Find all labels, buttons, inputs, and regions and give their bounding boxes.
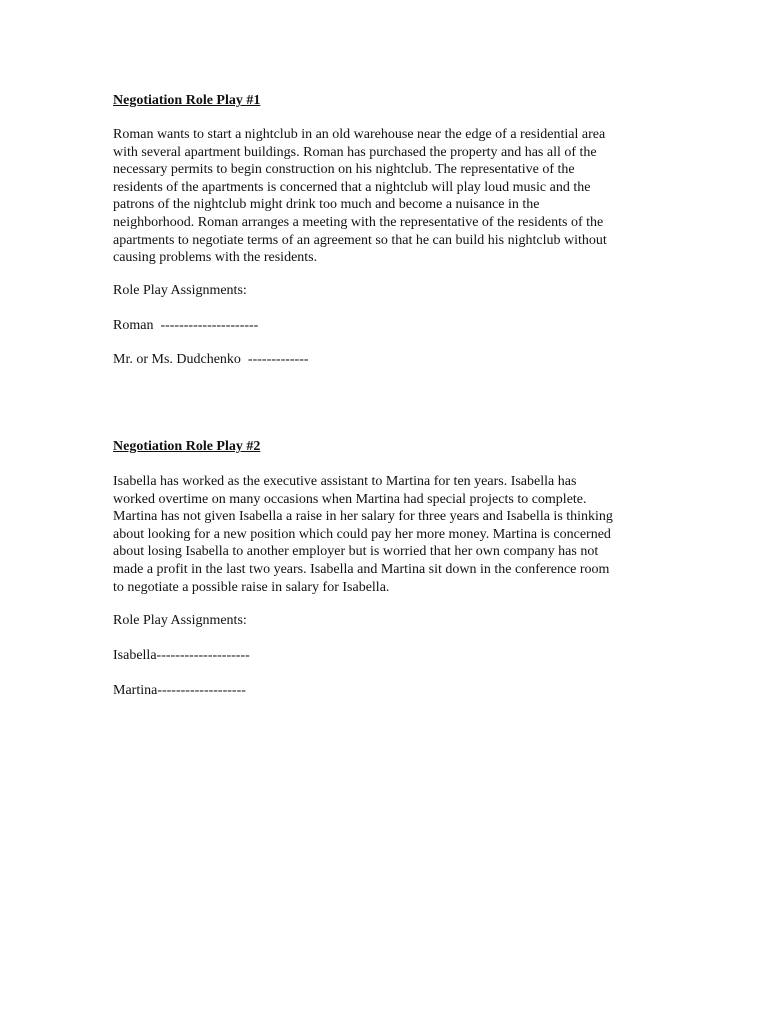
roleplay-2-role-martina: Martina-------------------	[113, 683, 246, 698]
roleplay-1-body: Roman wants to start a nightclub in an old warehouse near the edge of a residential area with several apartment buildings. Roman has purchased the property and has all of the necessary permits to begin construction on his nightclub. The representative of the residents of the apartments is concerned that a nightclub will play loud music and the patrons of the nightclub might drink too much and become a nuisance in the neighborhood. Roman arranges a meeting with the representative of the residents of the apartments to negotiate terms of an agreement so that he can build his nightclub without causing problems with the residents.	[113, 127, 607, 266]
roleplay-1-title: Negotiation Role Play #1	[113, 93, 261, 108]
roleplay-2-body: Isabella has worked as the executive assistant to Martina for ten years. Isabella has worked overtime on many occasions when Martina had special projects to complete. Martina has not given Isabella a raise in her salary for three years and Isabella is thinking about looking for a new position which could pay her more money. Martina is concerned about losing Isabella to another employer but is worried that her own company has not made a profit in the last two years. Isabella and Martina sit down in the conference room to negotiate a possible raise in salary for Isabella.	[113, 474, 613, 595]
roleplay-2-title: Negotiation Role Play #2	[113, 439, 261, 454]
roleplay-1-role-roman: Roman ---------------------	[113, 318, 259, 333]
roleplay-2-assignments-label: Role Play Assignments:	[113, 613, 247, 628]
roleplay-1-assignments-label: Role Play Assignments:	[113, 283, 247, 298]
roleplay-2-role-isabella: Isabella--------------------	[113, 648, 250, 663]
roleplay-1-role-dudchenko: Mr. or Ms. Dudchenko -------------	[113, 352, 309, 367]
